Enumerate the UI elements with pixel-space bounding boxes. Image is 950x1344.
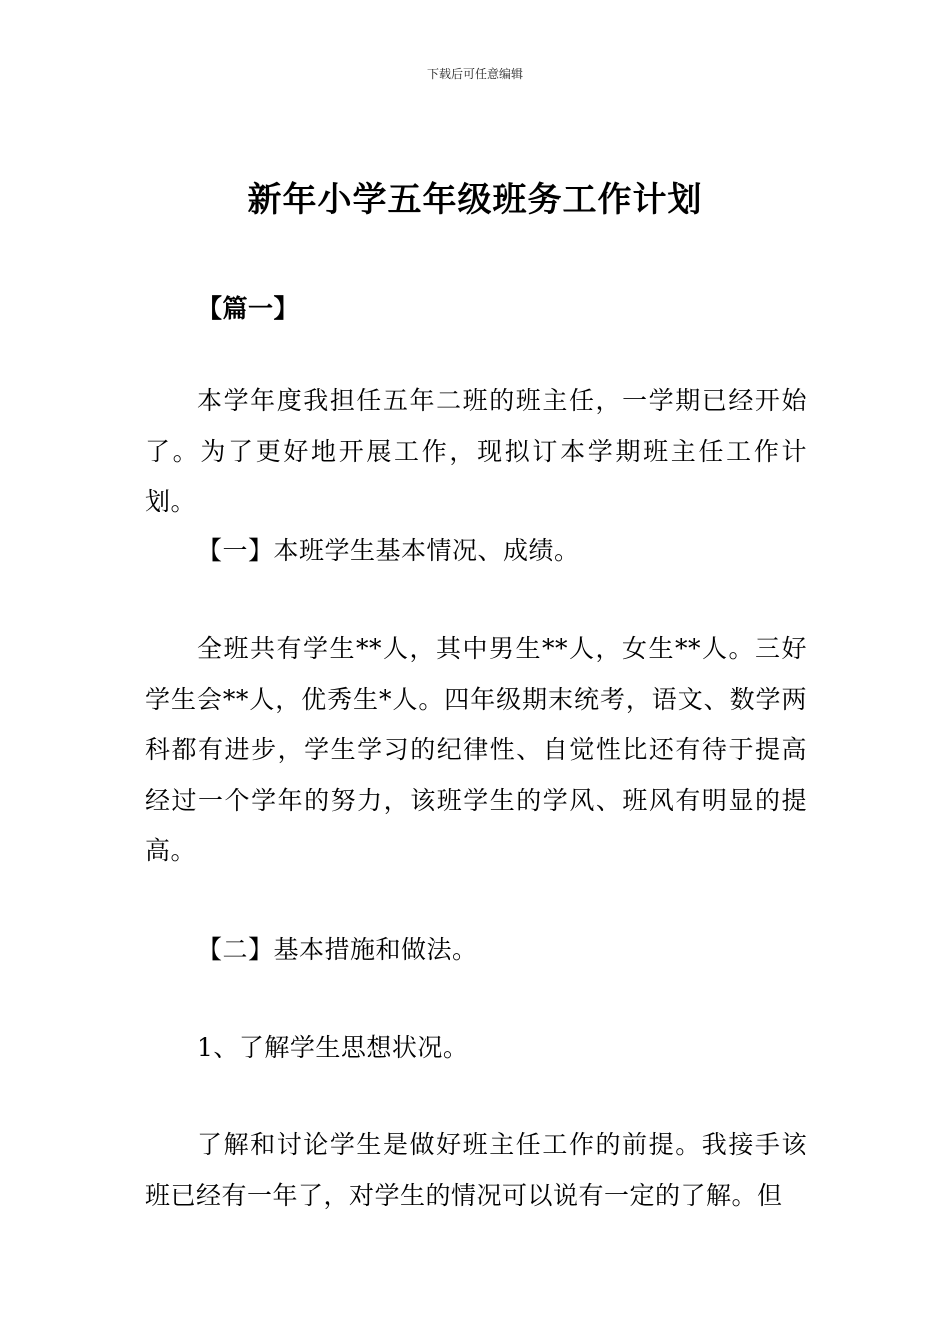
heading-basic-situation: 【一】本班学生基本情况、成绩。	[197, 536, 580, 565]
understanding-paragraph: 了解和讨论学生是做好班主任工作的前提。我接手该班已经有一年了，对学生的情况可以说有一定的了解。但	[145, 1130, 807, 1210]
document-title: 新年小学五年级班务工作计划	[247, 180, 703, 220]
intro-paragraph: 本学年度我担任五年二班的班主任，一学期已经开始了。为了更好地开展工作，现拟订本学期班主任工作计划。	[145, 386, 807, 516]
situation-paragraph: 全班共有学生**人，其中男生**人，女生**人。三好学生会**人，优秀生*人。四年级期末统考，语文、数学两科都有进步，学生学习的纪律性、自觉性比还有待于提高经过一个学年的努力，该班学生的学风、班风有明显的提高。	[145, 634, 807, 865]
item-understand-students: 1、了解学生思想状况。	[197, 1033, 469, 1062]
header-note: 下载后可任意编辑	[426, 67, 523, 81]
heading-measures: 【二】基本措施和做法。	[197, 935, 478, 964]
section-label: 【篇一】	[197, 294, 300, 323]
